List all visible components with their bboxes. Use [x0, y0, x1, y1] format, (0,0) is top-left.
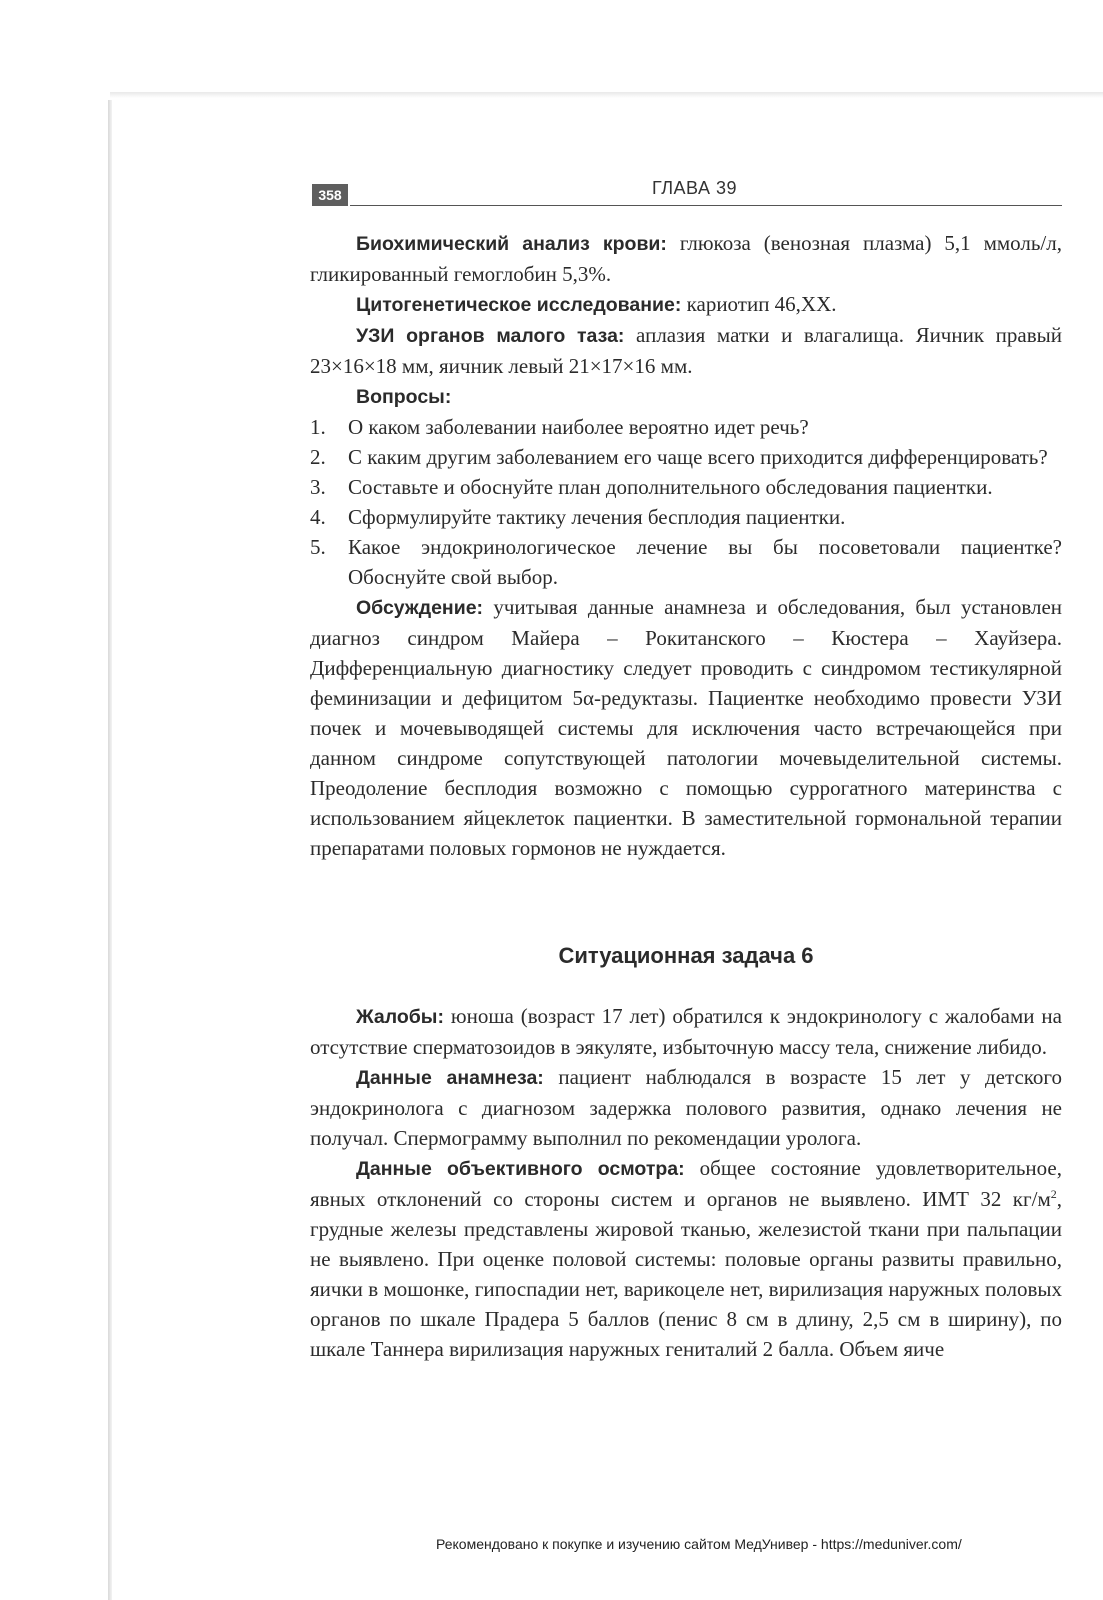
question-number: 4. — [310, 505, 326, 529]
superscript: 2 — [1050, 1187, 1057, 1201]
paragraph-anamnesis — [310, 1062, 1062, 1153]
label-complaints: Жалобы: — [356, 1006, 444, 1028]
text-cytogenetics: кариотип 46,XX. — [681, 292, 837, 316]
chapter-title: ГЛАВА 39 — [652, 178, 737, 198]
questions-title: Вопросы: — [356, 386, 452, 408]
text-complaints: юноша (возраст 17 лет) обратился к эндокринологу с жалобами на отсутствие сперматозоидов в эякуляте, избыточную массу тела, снижение либидо. — [310, 1004, 1062, 1059]
paragraph-biochemistry — [310, 228, 1062, 289]
page-body — [310, 228, 1062, 1364]
paragraph-discussion — [310, 592, 1062, 863]
question-text: Составьте и обоснуйте план дополнительного обследования пациентки. — [348, 475, 993, 499]
label-exam: Данные объективного осмотра: — [356, 1158, 685, 1180]
text-ultrasound: аплазия матки и влагалища. Яичник правый 23×16×18 мм, яичник левый 21×17×16 мм. — [310, 323, 1062, 378]
question-number: 1. — [310, 415, 326, 439]
questions-list — [310, 412, 1062, 592]
text-exam-b: , грудные железы представлены жировой тканью, железистой ткани при пальпации не выявлено. При оценке половой системы: половые органы развиты правильно, яички в мошонке, гипоспадии нет, варикоцеле нет, вирилизация наружных половых органов по шкале Прадера 5 баллов (пенис 8 см в длину, 2,5 см в ширину), по шкале Таннера вирилизация наружных гениталий 2 балла. Объем яиче — [310, 1187, 1062, 1361]
paragraph-exam — [310, 1153, 1062, 1364]
text-biochemistry: глюкоза (венозная плазма) 5,1 ммоль/л, гликированный гемоглобин 5,3%. — [310, 231, 1062, 286]
section-title: Ситуационная задача 6 — [558, 943, 814, 968]
question-text: О каком заболевании наиболее вероятно идет речь? — [348, 415, 809, 439]
label-anamnesis: Данные анамнеза: — [356, 1067, 544, 1089]
question-number: 2. — [310, 445, 326, 469]
question-number: 3. — [310, 475, 326, 499]
text-anamnesis: пациент наблюдался в возрасте 15 лет у детского эндокринолога с диагнозом задержка полового развития, однако лечения не получал. Спермограмму выполнил по рекомендации уролога. — [310, 1065, 1062, 1150]
question-number: 5. — [310, 535, 326, 559]
question-text: С каким другим заболеванием его чаще всего приходится дифференцировать? — [348, 445, 1048, 469]
question-item — [310, 472, 1062, 502]
page-spine-shadow — [108, 100, 112, 1600]
question-item — [310, 532, 1062, 592]
question-item — [310, 502, 1062, 532]
question-item — [310, 412, 1062, 442]
label-cytogenetics: Цитогенетическое исследование: — [356, 294, 682, 316]
paragraph-cytogenetics — [310, 289, 1062, 320]
question-text: Какое эндокринологическое лечение вы бы посоветовали пациентке? Обоснуйте свой выбор. — [348, 535, 1062, 589]
paragraph-ultrasound — [310, 320, 1062, 381]
page-edge-shadow — [110, 92, 1103, 98]
question-item — [310, 442, 1062, 472]
header-rule — [350, 205, 1062, 206]
text-exam-a: общее состояние удовлетворительное, явных отклонений со стороны систем и органов не выявлено. ИМТ 32 кг/м — [310, 1156, 1062, 1211]
question-text: Сформулируйте тактику лечения бесплодия пациентки. — [348, 505, 846, 529]
paragraph-complaints — [310, 1001, 1062, 1062]
footer-note: Рекомендовано к покупке и изучению сайтом МедУнивер - https://meduniver.com/ — [436, 1536, 962, 1552]
running-header — [312, 178, 1062, 208]
questions-heading — [310, 381, 1062, 412]
label-ultrasound: УЗИ органов малого таза: — [356, 325, 625, 347]
page-number: 358 — [312, 184, 348, 206]
text-discussion: учитывая данные анамнеза и обследования, был установлен диагноз синдром Майера – Рокитанского – Кюстера – Хауйзера. Дифференциальную диагностику следует проводить с синдромом тестикулярной феминизации и дефицитом 5α-редуктазы. Пациентке необходимо провести УЗИ почек и мочевыводящей системы для исключения часто встречающейся при данном синдроме сопутствующей патологии мочевыделительной системы. Преодоление бесплодия возможно с помощью суррогатного материнства с использованием яйцеклеток пациентки. В заместительной гормональной терапии препаратами половых гормонов не нуждается. — [310, 595, 1062, 860]
label-discussion: Обсуждение: — [356, 597, 484, 619]
label-biochemistry: Биохимический анализ крови: — [356, 233, 667, 255]
